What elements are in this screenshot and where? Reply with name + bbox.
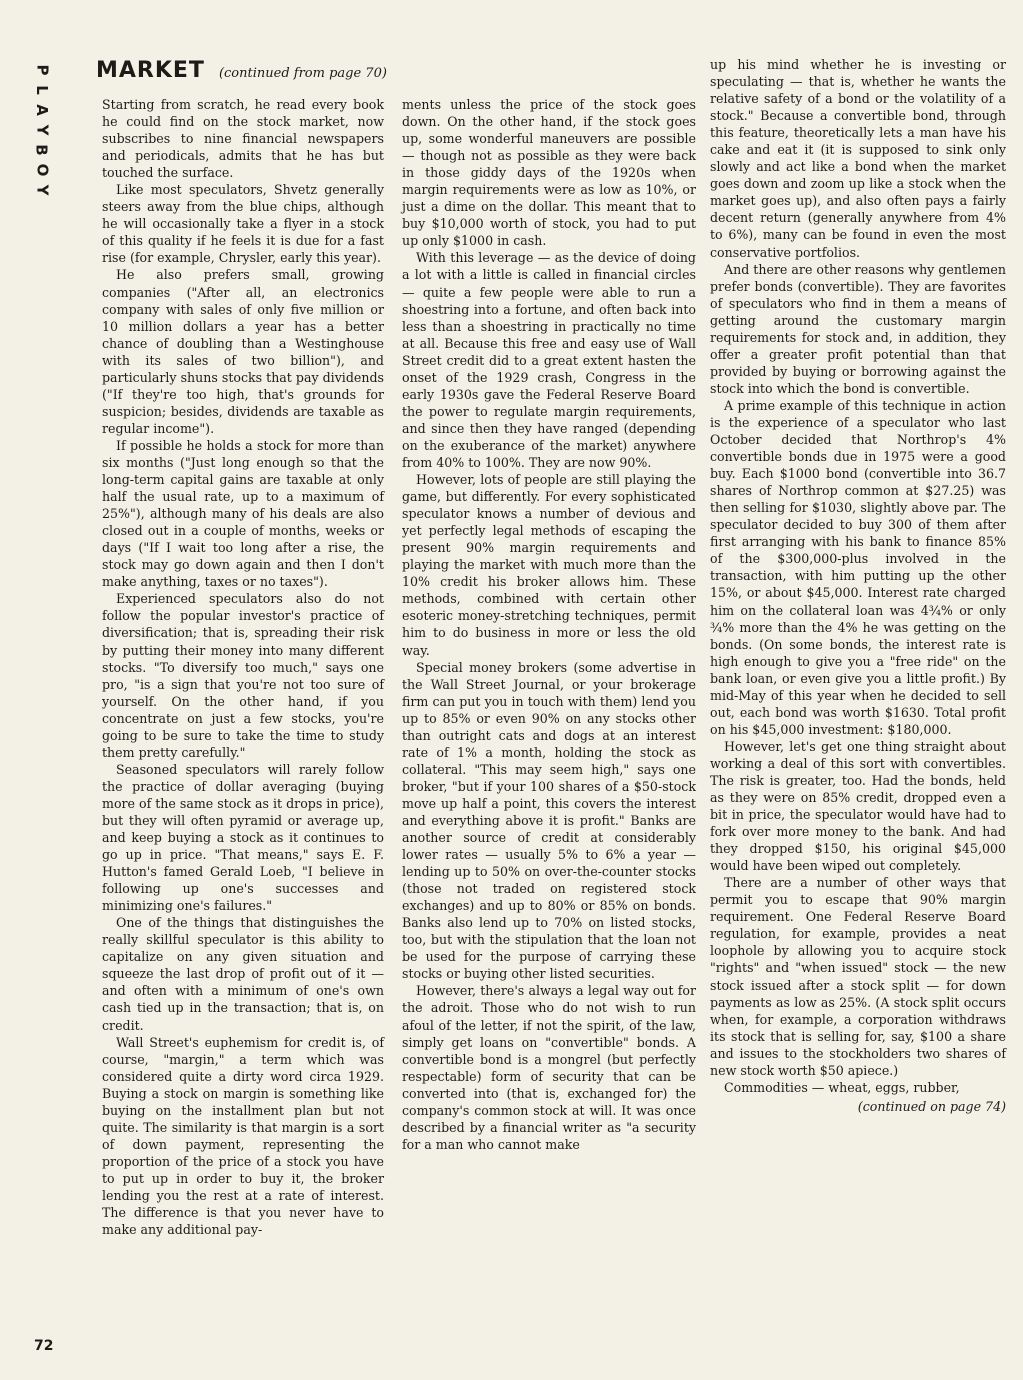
paragraph: up his mind whether he is investing or speculating — that is, whether he wants the relative safety of a bond or the volatility of a stock." Because a convertible bond, through this feature, theoretically lets a man have his cake and eat it (it is supposed to sink only slowly and act like a bond when the market goes down and zoom up like a stock when the market goes up), and also often pays a fairly decent return (generally anywhere from 4% to 6%), many can be found in even the most conservative portfolios. [710, 57, 1006, 260]
continued-from-note: (continued from page 70) [218, 66, 387, 81]
logo-letter: P [33, 64, 51, 76]
paragraph: Experienced speculators also do not follow the popular investor's practice of diversification; that is, spreading their risk by putting their money into many different stocks. "To diversify too much," says one pro, "is a sign that you're not too sure of yourself. On the other hand, if you concentrate on just a few stocks, you're going to be sure to take the time to study them pretty carefully." [102, 591, 384, 760]
logo-letter: O [32, 163, 51, 177]
paragraph: One of the things that distinguishes the really skillful speculator is this ability to capitalize on any given situation and squeeze the last drop of profit out of it — and often with a minimum of one's own cash tied up in the transaction; that is, on credit. [102, 915, 384, 1033]
logo-letter: A [32, 104, 51, 116]
logo-letter: B [33, 144, 51, 156]
text-column-3 [710, 56, 1006, 1115]
paragraph: Seasoned speculators will rarely follow the practice of dollar averaging (buying more of the same stock as it drops in price), but they will often pyramid or average up, and keep buying a stock as it continues to go up in price. "That means," says E. F. Hutton's famed Gerald Loeb, "I believe in following up one's successes and minimizing one's failures." [102, 761, 384, 914]
paragraph: If possible he holds a stock for more than six months ("Just long enough so that the long-term capital gains are taxable at only half the usual rate, up to a maximum of 25%"), although many of his deals are also closed out in a couple of months, weeks or days ("If I wait too long after a rise, the stock may go down again and then I don't make anything, taxes or no taxes"). [102, 437, 384, 590]
paragraph: Starting from scratch, he read every book he could find on the stock market, now subscribes to nine financial newspapers and periodicals, admits that he has but touched the surface. [102, 97, 384, 181]
paragraph: Wall Street's euphemism for credit is, of course, "margin," a term which was considered quite a dirty word circa 1929. Buying a stock on margin is something like buying on the installment plan but not quite. The similarity is that margin is a sort of down payment, representing the proportion of the price of a stock you have to put up in order to buy it, the broker lending you the rest at a rate of interest. The difference is that you never have to make any additional pay- [102, 1034, 384, 1238]
paragraph: With this leverage — as the device of doing a lot with a little is called in financial circles — quite a few people were able to run a shoestring into a fortune, and often back into less than a shoestring in practically no time at all. Because this free and easy use of Wall Street credit did to a great extent hasten the onset of the 1929 crash, Congress in the early 1930s gave the Federal Reserve Board the power to regulate margin requirements, and since then they have ranged (depending on the exuberance of the market) anywhere from 40% to 100%. They are now 90%. [402, 250, 696, 470]
logo-letter: L [33, 85, 51, 95]
text-column-2 [402, 96, 696, 1153]
paragraph: ments unless the price of the stock goes down. On the other hand, if the stock goes up, some wonderful maneuvers are possible — though not as possible as they were back in those giddy days of the 1920s when margin requirements were as low as 10%, or just a dime on the dollar. This meant that to buy $10,000 worth of stock, you had to put up only $1000 in cash. [402, 97, 696, 249]
continued-on-note: (continued on page 74) [857, 1098, 1006, 1114]
paragraph: A prime example of this technique in action is the experience of a speculator who last October decided that Northrop's 4% convertible bonds due in 1975 were a good buy. Each $1000 bond (convertible into 36.7 shares of Northrop common at $27.25) was then selling for $1030, slightly above par. The speculator decided to buy 300 of them after first arranging with his bank to finance 85% of the $300,000-plus involved in the transaction, with him putting up the other 15%, or about $45,000. Interest rate charged him on the collateral loan was 4¾% or only ¾% more than the 4% he was getting on the bonds. (On some bonds, the interest rate is high enough to give you a "free ride" on the bank loan, or even give you a little profit.) By mid-May of this year when he decided to sell out, each bond was worth $1630. Total profit on his $45,000 investment: $180,000. [710, 397, 1006, 737]
paragraph: However, let's get one thing straight about working a deal of this sort with convertibles. The risk is greater, too. Had the bonds, held as they were on 85% credit, dropped even a bit in price, the speculator would have had to fork over more money to the bank. And had they dropped $150, his original $45,000 would have been wiped out completely. [710, 738, 1006, 874]
text-column-1 [102, 96, 384, 1238]
paragraph: He also prefers small, growing companies ("After all, an electronics company with sales of only five million or 10 million dollars a year has a better chance of doubling than a Westinghouse with its sales of two billion"), and particularly shuns stocks that pay dividends ("If they're too high, that's grounds for suspicion; besides, dividends are taxable as regular income"). [102, 267, 384, 436]
paragraph: Commodities — wheat, eggs, rubber, [724, 1079, 960, 1095]
logo-letter: Y [33, 184, 51, 196]
article-header [96, 58, 416, 88]
page-number: 72 [34, 1338, 54, 1354]
paragraph: Like most speculators, Shvetz generally steers away from the blue chips, although he will occasionally take a flyer in a stock of this quality if he feels it is due for a fast rise (for example, Chrysler, early this year). [102, 182, 384, 266]
paragraph: Special money brokers (some advertise in the Wall Street Journal, or your brokerage firm can put you in touch with them) lend you up to 85% or even 90% on any stocks other than outright cats and dogs at an interest rate of 1% a month, holding the stock as collateral. "This may seem high," says one broker, "but if your 100 shares of a $50-stock move up half a point, this covers the interest and everything above it is profit." Banks are another source of credit at considerably lower rates — usually 5% to 6% a year — lending up to 50% on over-the-counter stocks (those not traded on registered stock exchanges) and up to 80% or 85% on bonds. Banks also lend up to 70% on listed stocks, too, but with the stipulation that the loan not be used for the purpose of carrying these stocks or buying other listed securities. [402, 659, 696, 982]
paragraph: However, there's always a legal way out for the adroit. Those who do not wish to run afoul of the letter, if not the spirit, of the law, simply get loans on "convertible" bonds. A convertible bond is a mongrel (but perfectly respectable) form of security that can be converted into (that is, exchanged for) the company's common stock at will. It was once described by a financial writer as "a security for a man who cannot make [402, 983, 696, 1152]
magazine-logo-vertical [30, 60, 54, 200]
logo-letter: Y [33, 124, 51, 136]
paragraph: And there are other reasons why gentlemen prefer bonds (convertible). They are favorites of speculators who find in them a means of getting around the customary margin requirements for stock and, in addition, they offer a greater profit potential than that provided by buying or borrowing against the stock into which the bond is convertible. [710, 261, 1006, 396]
paragraph: However, lots of people are still playing the game, but differently. For every sophisticated speculator knows a number of devious and yet perfectly legal methods of escaping the present 90% margin requirements and playing the market with much more than the 10% credit his broker allows him. These methods, combined with certain other esoteric money-stretching techniques, permit him to do business in more or less the old way. [402, 472, 696, 658]
article-title: MARKET [96, 58, 205, 83]
paragraph: There are a number of other ways that permit you to escape that 90% margin requirement. One Federal Reserve Board regulation, for example, provides a neat loophole by allowing you to acquire stock "rights" and "when issued" stock — the new stock issued after a stock split — for down payments as low as 25%. (A stock split occurs when, for example, a corporation withdraws its stock that is selling for, say, $100 a share and issues to the stockholders two shares of new stock worth $50 apiece.) [710, 875, 1006, 1078]
